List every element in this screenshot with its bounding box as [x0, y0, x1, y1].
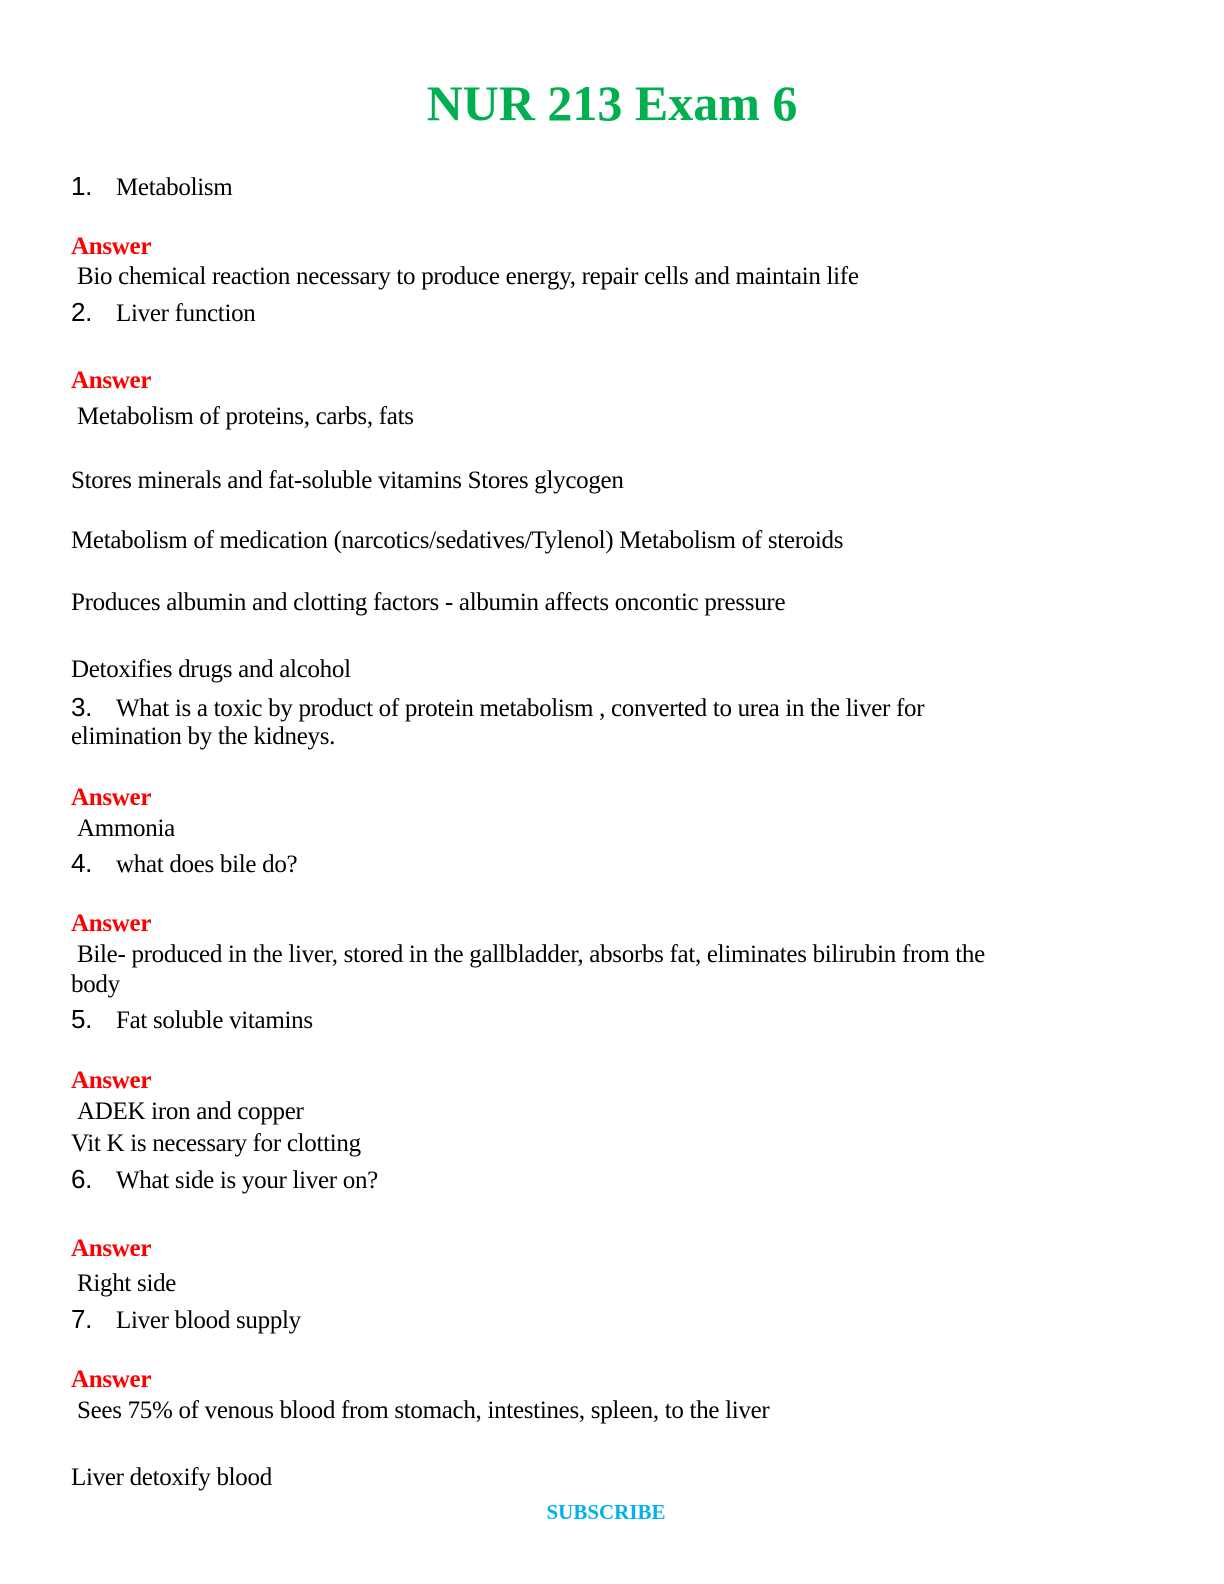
- question-number: 5.: [71, 1004, 93, 1034]
- answer-text: Ammonia: [77, 815, 175, 842]
- question-5: [71, 1004, 313, 1036]
- answer-text: Produces albumin and clotting factors - albumin affects oncontic pressure: [71, 589, 786, 616]
- question-text: Liver blood supply: [116, 1307, 301, 1334]
- answer-label: Answer: [71, 1366, 152, 1393]
- question-text: Metabolism: [116, 174, 233, 201]
- answer-label: Answer: [71, 1235, 152, 1262]
- answer-text: Sees 75% of venous blood from stomach, intestines, spleen, to the liver: [77, 1397, 770, 1424]
- question-text: what does bile do?: [116, 851, 298, 878]
- question-4: [71, 848, 297, 880]
- answer-label: Answer: [71, 1067, 152, 1094]
- question-number: 2.: [71, 297, 93, 327]
- question-text: What is a toxic by product of protein metabolism , converted to urea in the liver for: [116, 695, 925, 722]
- subscribe-link[interactable]: SUBSCRIBE: [546, 1500, 666, 1524]
- answer-text: Detoxifies drugs and alcohol: [71, 656, 351, 683]
- answer-text: Liver detoxify blood: [71, 1464, 272, 1491]
- answer-text: Bio chemical reaction necessary to produce energy, repair cells and maintain life: [77, 263, 859, 290]
- answer-label: Answer: [71, 233, 152, 260]
- question-number: 6.: [71, 1164, 93, 1194]
- answer-text: Vit K is necessary for clotting: [71, 1130, 361, 1157]
- answer-text: Stores minerals and fat-soluble vitamins Stores glycogen: [71, 467, 624, 494]
- question-3: [71, 692, 924, 724]
- question-text: What side is your liver on?: [116, 1167, 378, 1194]
- answer-label: Answer: [71, 910, 152, 937]
- answer-label: Answer: [71, 367, 152, 394]
- question-1: [71, 171, 232, 203]
- answer-text: ADEK iron and copper: [77, 1098, 304, 1125]
- question-7: [71, 1304, 301, 1336]
- answer-label: Answer: [71, 784, 152, 811]
- question-number: 7.: [71, 1304, 93, 1334]
- answer-text: Metabolism of proteins, carbs, fats: [77, 403, 414, 430]
- question-text-continued: elimination by the kidneys.: [71, 723, 336, 750]
- question-text: Fat soluble vitamins: [116, 1007, 313, 1034]
- question-number: 3.: [71, 692, 93, 722]
- question-text: Liver function: [116, 300, 256, 327]
- document-title: NUR 213 Exam 6: [426, 75, 798, 131]
- answer-text: Right side: [77, 1270, 177, 1297]
- question-2: [71, 297, 256, 329]
- answer-text: Bile- produced in the liver, stored in the gallbladder, absorbs fat, eliminates bilirubin from the: [77, 941, 985, 968]
- answer-text: Metabolism of medication (narcotics/sedatives/Tylenol) Metabolism of steroids: [71, 527, 844, 554]
- question-number: 4.: [71, 848, 93, 878]
- question-number: 1.: [71, 171, 93, 201]
- question-6: [71, 1164, 378, 1196]
- answer-text: body: [71, 971, 120, 998]
